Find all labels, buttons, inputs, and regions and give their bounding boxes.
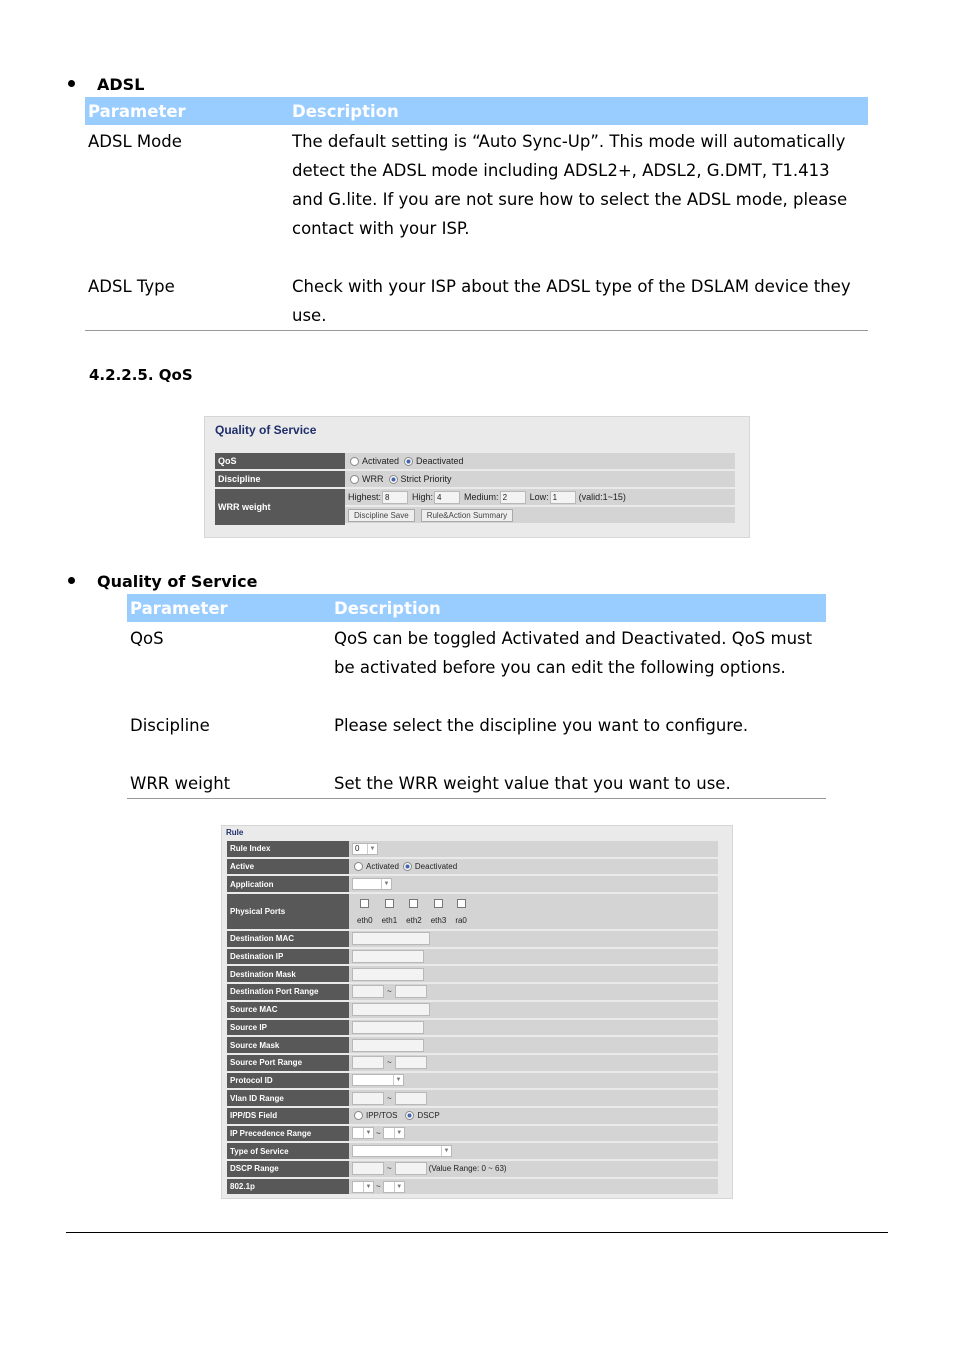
desc-cell: The default setting is “Auto Sync-Up”. This mode will automatically detect the ADSL mode including ADSL2+, ADSL2, G.DMT, T1.413 and G.lite. If you are not sure how to select the ADSL mode, please contact with your ISP. — [292, 132, 848, 238]
range-separator: ~ — [387, 1164, 392, 1174]
highest-label: Highest: — [348, 492, 382, 502]
application-select[interactable] — [352, 878, 392, 890]
radio-dscp-label: DSCP — [417, 1111, 440, 1121]
active-label: Active — [227, 859, 349, 875]
dscp-range-hint: (Value Range: 0 ~ 63) — [428, 1164, 507, 1174]
rule-screenshot-panel — [221, 825, 733, 1199]
header-description: Description — [289, 97, 868, 125]
src-mac-label: Source MAC — [227, 1002, 349, 1018]
radio-deactivated-label: Deactivated — [414, 862, 458, 872]
dest-ip-input[interactable] — [352, 950, 424, 963]
port-label: eth1 — [381, 915, 398, 925]
ippds-label: IPP/DS Field — [227, 1108, 349, 1124]
header-parameter: Parameter — [85, 97, 289, 125]
param-cell: WRR weight — [127, 767, 331, 799]
tos-label: Type of Service — [227, 1143, 349, 1159]
discipline-label: Discipline — [215, 471, 345, 487]
range-separator: ~ — [387, 1058, 392, 1068]
desc-cell: QoS can be toggled Activated and Deactivated. QoS must be activated before you can edit the following options. — [334, 629, 813, 677]
dest-mac-row — [227, 931, 718, 947]
ipprec-end-select[interactable] — [383, 1127, 405, 1139]
port-label: eth2 — [406, 915, 422, 925]
discipline-save-button[interactable]: Discipline Save — [348, 509, 415, 522]
dest-port-label: Destination Port Range — [227, 984, 349, 1000]
port-checkbox[interactable] — [434, 899, 443, 908]
dscp-label: DSCP Range — [227, 1161, 349, 1177]
discipline-row — [215, 471, 735, 487]
table-row — [85, 125, 868, 270]
dest-mac-label: Destination MAC — [227, 931, 349, 947]
chevron-down-icon: ▼ — [441, 1146, 451, 1156]
qos-screenshot-panel — [204, 416, 750, 538]
dot1p-row — [227, 1179, 718, 1195]
radio-deactivated[interactable] — [404, 457, 413, 466]
param-cell: ADSL Mode — [88, 132, 182, 151]
src-ip-row — [227, 1020, 718, 1036]
qos-bullet-label: Quality of Service — [97, 572, 258, 591]
table-header-row — [127, 594, 826, 622]
src-port-row — [227, 1055, 718, 1071]
table-row — [127, 622, 826, 709]
table-header-row — [85, 97, 868, 125]
dot1p-end-select[interactable] — [383, 1181, 405, 1193]
application-label: Application — [227, 876, 349, 892]
wrr-label: WRR weight — [215, 489, 345, 525]
param-cell: Discipline — [130, 716, 210, 735]
dest-mac-input[interactable] — [352, 932, 430, 945]
panel-title: Quality of Service — [215, 423, 317, 437]
ipprec-start-select[interactable] — [352, 1127, 374, 1139]
dest-port-start-input[interactable] — [352, 985, 384, 998]
dest-mask-label: Destination Mask — [227, 966, 349, 982]
rule-index-row — [227, 841, 718, 857]
dest-ip-label: Destination IP — [227, 949, 349, 965]
port-eth0 — [357, 899, 373, 925]
highest-input[interactable]: 8 — [382, 491, 408, 504]
protocol-label: Protocol ID — [227, 1073, 349, 1089]
rule-panel-title: Rule — [226, 828, 244, 837]
radio-strict-priority[interactable] — [389, 475, 398, 484]
port-ra0 — [455, 899, 467, 925]
qos-bullet — [68, 572, 257, 591]
vlan-row — [227, 1090, 718, 1106]
footer-divider — [66, 1232, 888, 1233]
port-checkbox[interactable] — [457, 899, 466, 908]
radio-strict-label: Strict Priority — [400, 474, 452, 484]
qos-value — [345, 453, 735, 469]
valid-range-text: (valid:1~15) — [578, 492, 626, 502]
port-checkbox[interactable] — [409, 899, 418, 908]
port-label: ra0 — [455, 915, 467, 925]
vlan-label: Vlan ID Range — [227, 1090, 349, 1106]
active-row — [227, 859, 718, 875]
src-ip-input[interactable] — [352, 1021, 424, 1034]
port-eth3 — [431, 899, 447, 925]
radio-ipp-tos-label: IPP/TOS — [366, 1111, 398, 1121]
src-mac-row — [227, 1002, 718, 1018]
desc-cell: Check with your ISP about the ADSL type of the DSLAM device they use. — [289, 270, 868, 331]
radio-activated-label: Activated — [362, 456, 400, 466]
medium-input[interactable]: 2 — [500, 491, 526, 504]
application-row — [227, 876, 718, 892]
chevron-down-icon: ▼ — [363, 1182, 373, 1192]
medium-label: Medium: — [464, 492, 499, 502]
radio-deactivated[interactable] — [403, 862, 412, 871]
protocol-row — [227, 1073, 718, 1089]
rule-action-summary-button[interactable]: Rule&Action Summary — [421, 509, 513, 522]
adsl-bullet — [68, 75, 144, 94]
discipline-value — [345, 471, 735, 487]
radio-activated-label: Activated — [366, 862, 399, 872]
tos-row — [227, 1143, 718, 1159]
range-separator: ~ — [387, 987, 392, 997]
radio-wrr-label: WRR — [362, 474, 384, 484]
range-separator: ~ — [387, 1093, 392, 1103]
low-input[interactable]: 1 — [550, 491, 576, 504]
physical-ports-row — [227, 894, 718, 929]
qos-label: QoS — [215, 453, 345, 469]
ippds-row — [227, 1108, 718, 1124]
radio-wrr[interactable] — [350, 475, 359, 484]
low-label: Low: — [529, 492, 549, 502]
adsl-parameter-table — [85, 97, 868, 331]
bullet-dot-icon — [68, 577, 75, 584]
rule-index-select[interactable] — [352, 843, 378, 855]
dot1p-start-select[interactable] — [352, 1181, 374, 1193]
dest-mask-input[interactable] — [352, 968, 424, 981]
src-port-end-input[interactable] — [395, 1056, 427, 1069]
chevron-down-icon: ▼ — [393, 1075, 403, 1085]
vlan-end-input[interactable] — [395, 1092, 427, 1105]
dest-port-end-input[interactable] — [395, 985, 427, 998]
param-cell: QoS — [130, 629, 164, 648]
tos-select[interactable] — [352, 1145, 452, 1157]
section-heading: 4.2.2.5. QoS — [89, 366, 193, 384]
table-row — [85, 270, 868, 331]
wrr-value — [345, 489, 735, 525]
dscp-start-input[interactable] — [352, 1162, 384, 1175]
param-cell: ADSL Type — [85, 270, 289, 331]
dest-port-row — [227, 984, 718, 1000]
chevron-down-icon: ▼ — [394, 1182, 404, 1192]
table-row — [127, 767, 826, 799]
rule-index-value: 0 — [355, 843, 360, 853]
dest-ip-row — [227, 949, 718, 965]
port-label: eth0 — [357, 915, 373, 925]
ports-group — [349, 894, 718, 929]
radio-dscp[interactable] — [405, 1111, 414, 1120]
desc-cell: Please select the discipline you want to configure. — [334, 716, 749, 735]
qos-row — [215, 453, 735, 469]
src-mask-label: Source Mask — [227, 1037, 349, 1053]
ipprec-row — [227, 1126, 718, 1142]
range-separator: ~ — [376, 1182, 381, 1192]
port-checkbox[interactable] — [385, 899, 394, 908]
table-row — [127, 709, 826, 767]
dest-mask-row — [227, 966, 718, 982]
src-mask-input[interactable] — [352, 1039, 424, 1052]
chevron-down-icon: ▼ — [394, 1128, 404, 1138]
adsl-bullet-label: ADSL — [97, 75, 145, 94]
port-checkbox[interactable] — [360, 899, 369, 908]
protocol-select[interactable] — [352, 1074, 404, 1086]
chevron-down-icon: ▼ — [363, 1128, 373, 1138]
header-parameter: Parameter — [127, 594, 331, 622]
radio-ipp-tos[interactable] — [354, 1111, 363, 1120]
port-eth2 — [406, 899, 422, 925]
dscp-end-input[interactable] — [395, 1162, 427, 1175]
bullet-dot-icon — [68, 80, 75, 87]
vlan-start-input[interactable] — [352, 1092, 384, 1105]
port-eth1 — [382, 899, 398, 925]
dot1p-label: 802.1p — [227, 1179, 349, 1195]
chevron-down-icon: ▼ — [367, 844, 377, 854]
wrr-row — [215, 489, 735, 525]
range-separator: ~ — [376, 1128, 381, 1138]
qos-parameter-table — [127, 594, 826, 799]
dscp-row — [227, 1161, 718, 1177]
src-port-start-input[interactable] — [352, 1056, 384, 1069]
port-label: eth3 — [430, 915, 447, 925]
radio-deactivated-label: Deactivated — [416, 456, 464, 466]
src-mask-row — [227, 1037, 718, 1053]
high-input[interactable]: 4 — [434, 491, 460, 504]
src-mac-input[interactable] — [352, 1003, 430, 1016]
src-port-label: Source Port Range — [227, 1055, 349, 1071]
rule-index-label: Rule Index — [227, 841, 349, 857]
physical-ports-label: Physical Ports — [227, 894, 349, 929]
chevron-down-icon: ▼ — [381, 879, 391, 889]
header-description: Description — [331, 594, 826, 622]
src-ip-label: Source IP — [227, 1020, 349, 1036]
radio-activated[interactable] — [354, 862, 363, 871]
radio-activated[interactable] — [350, 457, 359, 466]
ipprec-label: IP Precedence Range — [227, 1126, 349, 1142]
desc-cell: Set the WRR weight value that you want to use. — [331, 767, 826, 799]
high-label: High: — [412, 492, 434, 502]
